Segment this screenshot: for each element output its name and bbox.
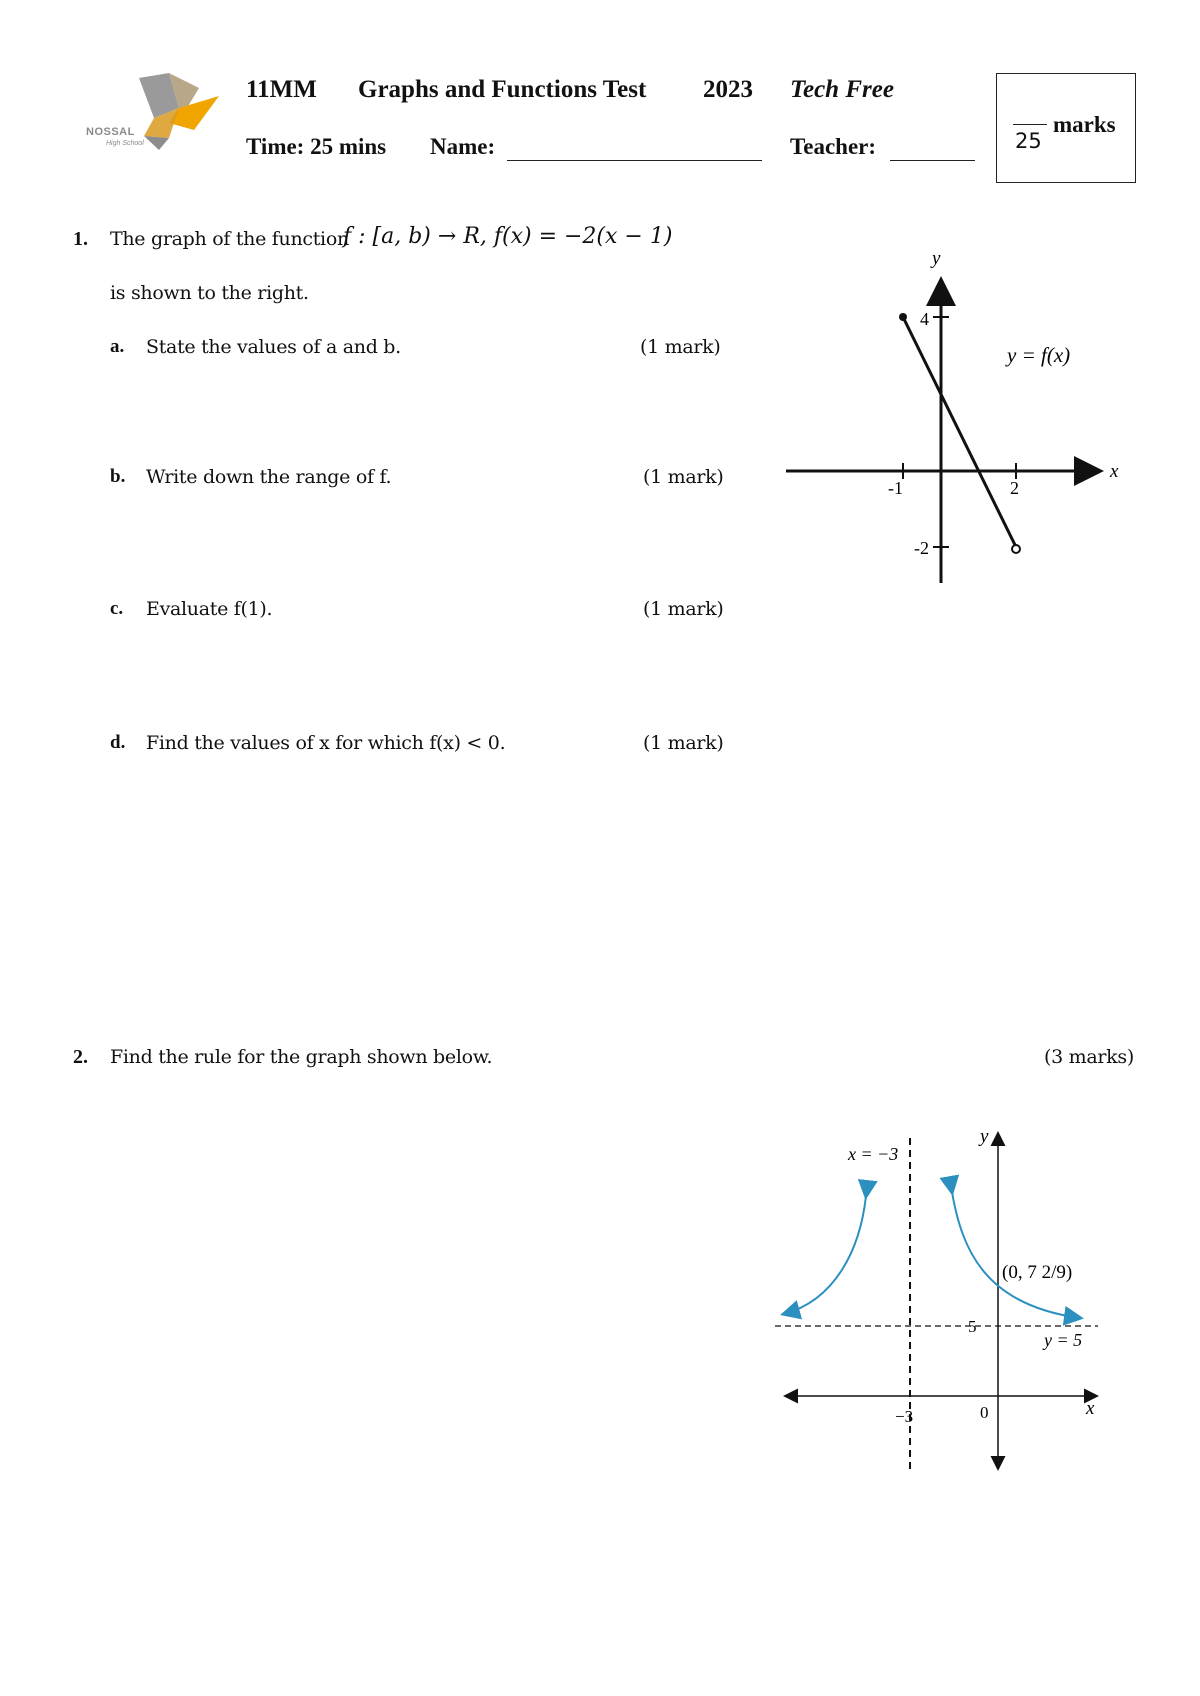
- q1d-marks: (1 mark): [643, 732, 724, 754]
- q2-number: 2.: [73, 1046, 88, 1068]
- q1-open-endpoint: [1012, 545, 1020, 553]
- q2-horizontal-asymptote-label: y = 5: [1044, 1330, 1083, 1350]
- q2-marks: (3 marks): [1044, 1046, 1134, 1068]
- q1c-letter: c.: [110, 598, 124, 619]
- name-field[interactable]: [507, 160, 762, 161]
- test-year: 2023: [703, 76, 753, 103]
- logo-subtext: High School: [106, 140, 144, 147]
- test-section: Tech Free: [790, 76, 894, 103]
- teacher-field[interactable]: [890, 160, 975, 161]
- q2-origin-label: 0: [980, 1403, 989, 1422]
- q1d-text: Find the values of x for which f(x) < 0.: [146, 732, 506, 754]
- q1b-letter: b.: [110, 466, 126, 487]
- q2-point-label: (0, 7 2/9): [1002, 1262, 1073, 1283]
- q2-y-tick-5: 5: [968, 1317, 977, 1336]
- q2-right-branch: [952, 1192, 1080, 1318]
- q1-x-tick-neg1: -1: [888, 478, 903, 498]
- q1a-marks: (1 mark): [640, 336, 721, 358]
- marks-box: [996, 73, 1136, 183]
- q1b-text: Write down the range of f.: [146, 466, 392, 488]
- score-field[interactable]: [1013, 124, 1047, 125]
- q1c-marks: (1 mark): [643, 598, 724, 620]
- q1-y-label: y: [932, 248, 941, 269]
- marks-label: marks: [1053, 112, 1116, 137]
- q1a-text: State the values of a and b.: [146, 336, 401, 358]
- test-title: Graphs and Functions Test: [358, 76, 647, 103]
- q1-intro: The graph of the function: [110, 228, 349, 250]
- q1a-letter: a.: [110, 336, 125, 357]
- teacher-label: Teacher:: [790, 134, 877, 159]
- total-marks: 25: [1015, 129, 1042, 153]
- q1b-marks: (1 mark): [643, 466, 724, 488]
- q1-graph: [780, 240, 1130, 600]
- q2-x-label: x: [1086, 1398, 1095, 1419]
- course-code: 11MM: [246, 76, 317, 103]
- q1-function-line: [903, 317, 1016, 547]
- logo-text: NOSSAL: [86, 126, 135, 138]
- time-label: Time: 25 mins: [246, 134, 387, 159]
- q1-intro-after: is shown to the right.: [110, 282, 309, 304]
- q1-y-tick-neg2: -2: [914, 538, 929, 558]
- q2-vertical-asymptote-label: x = −3: [848, 1144, 899, 1164]
- name-label: Name:: [430, 134, 496, 159]
- q1-closed-endpoint: [899, 313, 907, 321]
- q2-graph: [770, 1120, 1110, 1480]
- q2-y-label: y: [980, 1126, 989, 1147]
- q1-x-label: x: [1110, 461, 1119, 482]
- q1-function-rule: f : [a, b) → R, f(x) = −2(x − 1): [343, 224, 673, 249]
- q2-text: Find the rule for the graph shown below.: [110, 1046, 493, 1068]
- q1d-letter: d.: [110, 732, 126, 753]
- q1-x-tick-2: 2: [1010, 478, 1019, 498]
- q1-curve-label: y = f(x): [1007, 343, 1071, 367]
- q1-y-tick-4: 4: [920, 309, 929, 329]
- school-logo: [84, 68, 224, 158]
- q2-left-branch: [784, 1196, 866, 1314]
- q2-x-tick-neg3: −3: [895, 1407, 914, 1426]
- q1c-text: Evaluate f(1).: [146, 598, 273, 620]
- q1-number: 1.: [73, 228, 88, 250]
